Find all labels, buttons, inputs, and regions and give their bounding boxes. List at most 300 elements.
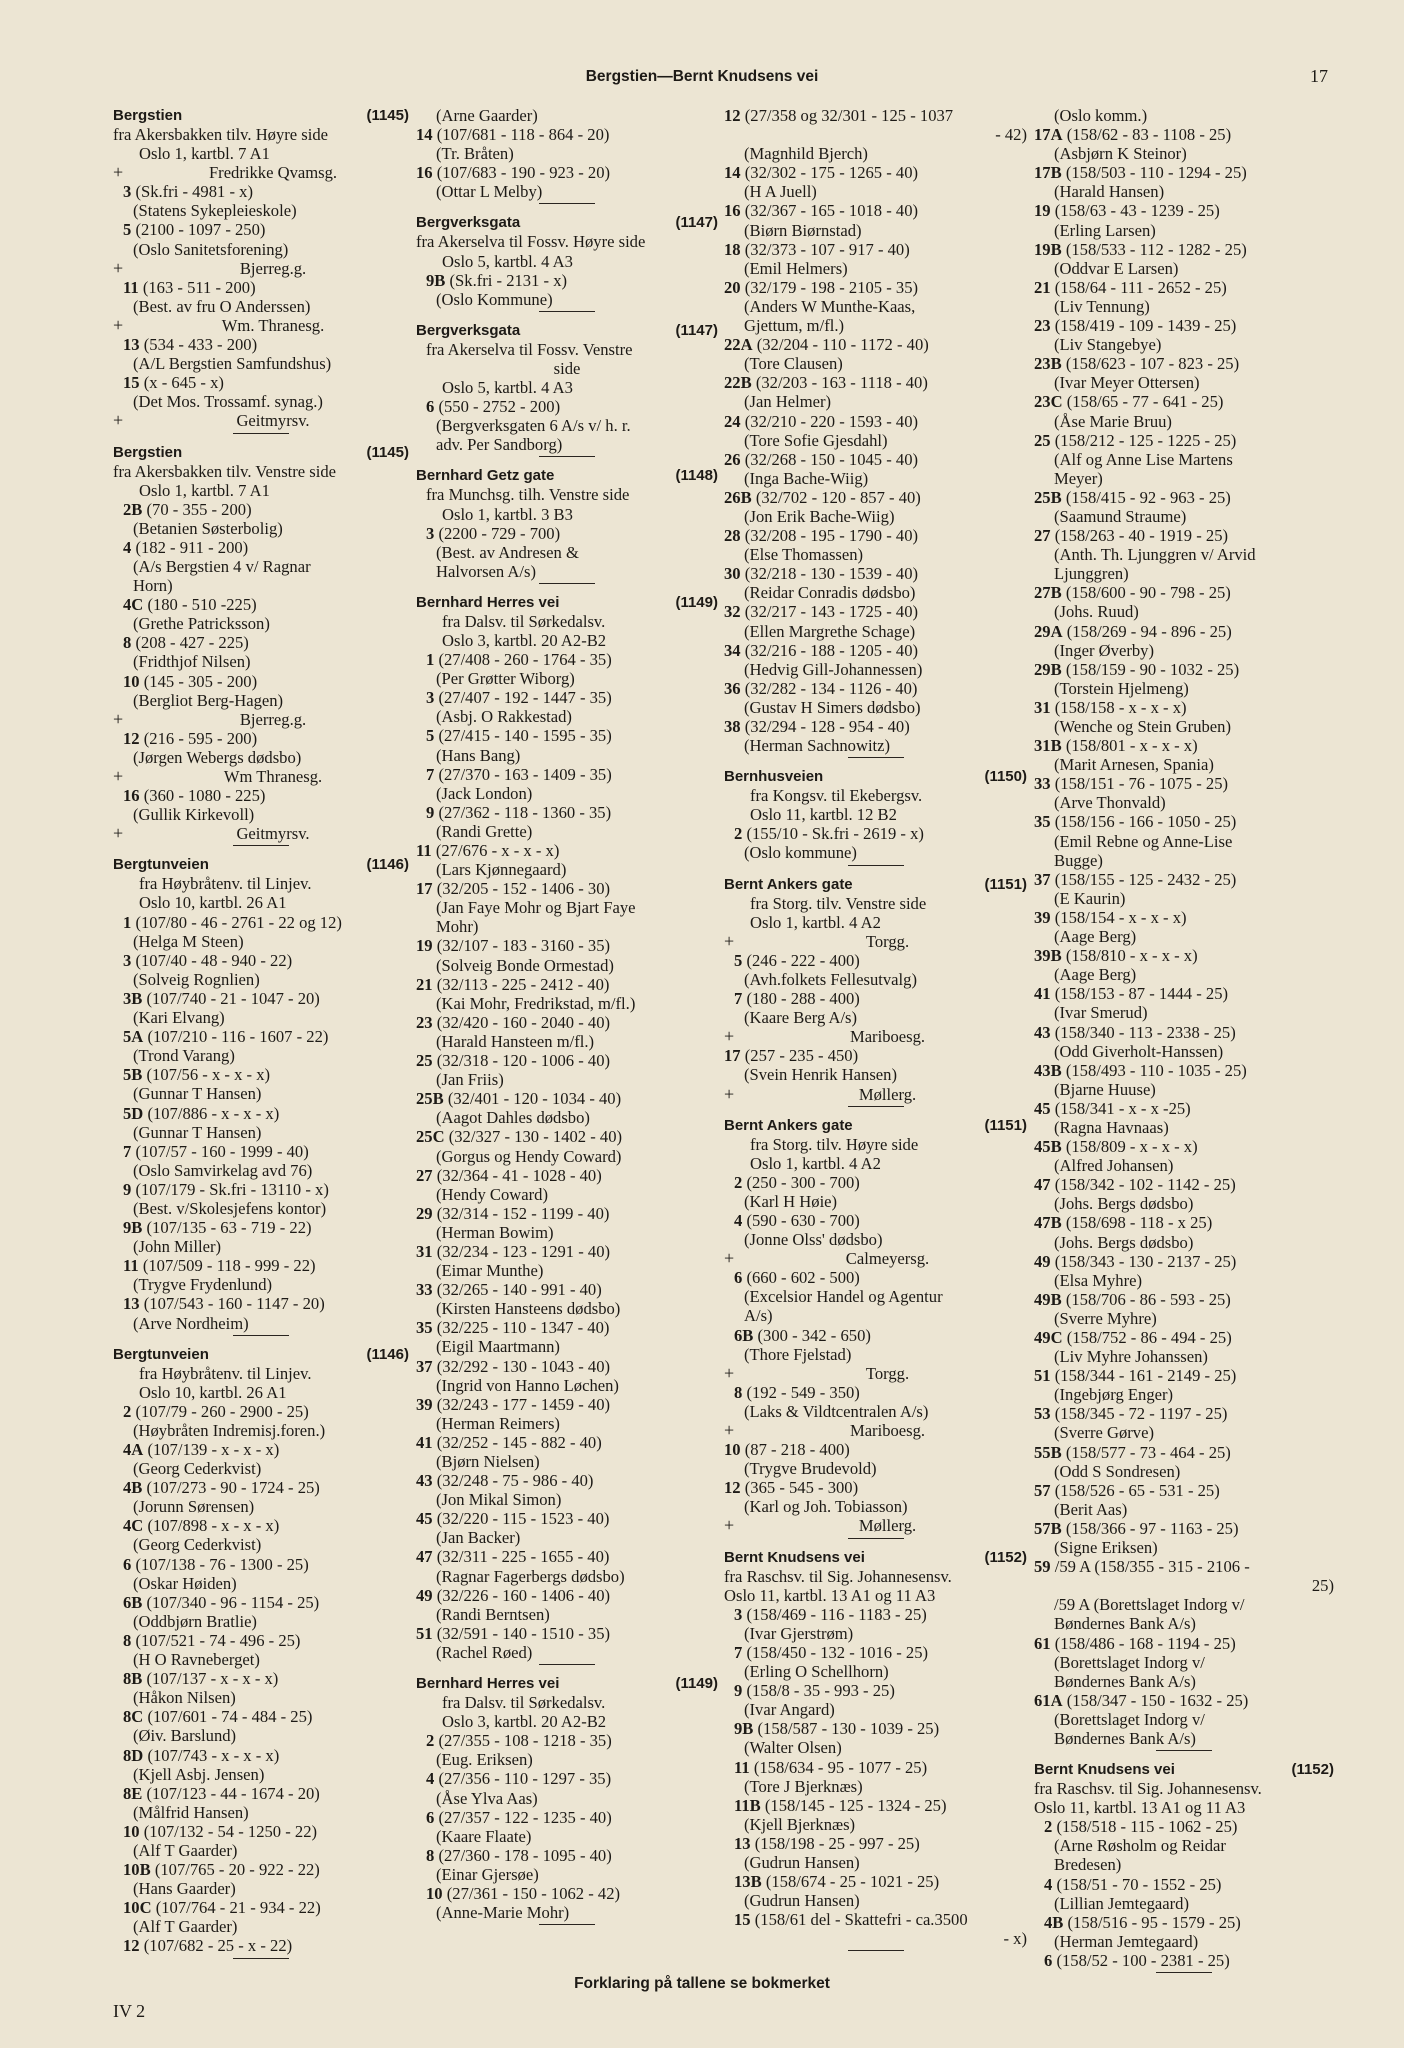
address-entry — [416, 1395, 718, 1414]
entry-values: (107/340 - 96 - 1154 - 25) — [146, 1592, 320, 1612]
entry-text — [1034, 1779, 1334, 1798]
entry-values: (216 - 595 - 200) — [143, 728, 258, 748]
entry-text — [1034, 1836, 1334, 1855]
section-divider — [539, 583, 595, 584]
entry-text — [724, 469, 1027, 488]
intersection-plus-icon: + — [724, 1248, 735, 1269]
house-number: 43B — [1034, 1060, 1062, 1080]
entry-text — [113, 1612, 409, 1631]
entry-text — [113, 297, 409, 316]
section-divider — [539, 311, 595, 312]
entry-text — [113, 576, 409, 595]
street-heading — [416, 1674, 718, 1693]
entry-text — [1034, 564, 1334, 583]
address-entry — [113, 1707, 409, 1726]
entry-text — [1034, 1003, 1334, 1022]
street-section — [416, 1674, 718, 1925]
entry-text — [724, 1497, 1027, 1516]
entry-text — [1034, 1500, 1334, 1519]
address-entry — [416, 1318, 718, 1337]
entry-text — [113, 1841, 409, 1860]
entry-text — [113, 519, 409, 538]
house-number: 16 — [724, 201, 741, 221]
address-entry — [1034, 1951, 1334, 1970]
entry-values: (158/63 - 43 - 1239 - 25) — [1054, 201, 1220, 221]
entry-text — [416, 290, 718, 309]
entry-text — [416, 435, 718, 454]
entry-text — [416, 612, 718, 631]
address-entry — [1034, 1290, 1334, 1309]
owner-text: fra Kongsv. til Ekebergsv. — [750, 786, 923, 806]
address-entry — [1034, 1691, 1334, 1710]
entry-values: (158/493 - 110 - 1035 - 25) — [1065, 1060, 1247, 1080]
entry-text — [113, 1161, 409, 1180]
entry-text — [1034, 469, 1334, 488]
entry-text — [416, 1070, 718, 1089]
owner-text: adv. Per Sandborg) — [436, 435, 563, 455]
entry-values: (158/64 - 111 - 2652 - 25) — [1054, 277, 1227, 297]
cross-street-name: Torgg. — [865, 1363, 910, 1383]
entry-text — [724, 1154, 1027, 1173]
owner-text: (Elsa Myhre) — [1054, 1270, 1143, 1290]
entry-text — [416, 1865, 718, 1884]
entry-values: (107/56 - x - x - x) — [146, 1065, 271, 1085]
owner-text: - 42) — [995, 125, 1027, 145]
address-entry — [724, 602, 1027, 621]
address-entry — [1034, 1023, 1334, 1042]
entry-text — [1034, 793, 1334, 812]
owner-text: - x) — [1003, 1929, 1027, 1949]
house-number: 5 — [734, 950, 743, 970]
house-number: 10 — [123, 671, 140, 691]
entry-values: (158/159 - 90 - 1032 - 25) — [1065, 659, 1240, 679]
house-number: 6 — [123, 1554, 132, 1574]
owner-text: (Helga M Steen) — [133, 931, 244, 951]
entry-values: (107/137 - x - x - x) — [146, 1669, 279, 1689]
entry-text — [724, 843, 1027, 862]
entry-text — [1034, 1932, 1334, 1951]
entry-text — [113, 462, 409, 481]
entry-text — [416, 1223, 718, 1242]
address-entry — [1034, 1443, 1334, 1462]
address-entry — [113, 729, 409, 748]
address-entry — [724, 412, 1027, 431]
address-entry — [113, 1784, 409, 1803]
house-number: 53 — [1034, 1404, 1051, 1424]
entry-values: (300 - 342 - 650) — [757, 1325, 871, 1345]
entry-values: (158/145 - 125 - 1324 - 25) — [764, 1795, 947, 1815]
address-entry — [416, 936, 718, 955]
address-entry — [113, 1669, 409, 1688]
entry-text — [416, 252, 718, 271]
owner-text: (Eug. Eriksen) — [436, 1750, 533, 1770]
entry-values: (32/265 - 140 - 991 - 40) — [436, 1280, 602, 1300]
entry-text — [416, 144, 718, 163]
entry-values: (27/676 - x - x - x) — [435, 841, 560, 860]
address-entry — [416, 1769, 718, 1788]
street-name: Bergtunveien — [113, 856, 209, 874]
entry-text — [1034, 507, 1334, 526]
address-entry — [1034, 1519, 1334, 1538]
house-number: 41 — [1034, 984, 1051, 1004]
street-section — [113, 443, 409, 847]
address-entry — [416, 726, 718, 745]
entry-text — [1034, 1894, 1334, 1913]
entry-text — [416, 917, 718, 936]
entry-text — [416, 746, 718, 765]
entry-text — [416, 485, 718, 504]
entry-values: (534 - 433 - 200) — [143, 335, 258, 355]
owner-text: (Øiv. Barslund) — [133, 1726, 237, 1746]
entry-text — [724, 1306, 1027, 1325]
owner-text: (Arve Nordheim) — [133, 1313, 249, 1333]
entry-values: (32/204 - 110 - 1172 - 40) — [756, 335, 929, 355]
address-entry — [416, 1808, 718, 1827]
entry-text — [724, 1586, 1027, 1605]
intersection-plus-icon: + — [724, 1420, 735, 1440]
address-entry — [1034, 946, 1334, 965]
entry-text — [113, 1046, 409, 1065]
cross-street-name: Bjerreg.g. — [239, 258, 307, 278]
house-number: 49 — [416, 1585, 433, 1605]
entry-text — [1034, 1672, 1334, 1691]
address-entry — [1034, 660, 1334, 679]
address-entry — [1034, 354, 1334, 373]
entry-text — [416, 1032, 718, 1051]
address-entry — [113, 672, 409, 691]
entry-values: (107/80 - 46 - 2761 - 22 og 12) — [135, 912, 342, 932]
owner-text: (Rachel Røed) — [436, 1642, 533, 1662]
house-number: 37 — [1034, 869, 1051, 889]
street-heading — [724, 1116, 1027, 1135]
owner-text: /59 A (Borettslaget Indorg v/ — [1054, 1595, 1245, 1615]
house-number: 3 — [123, 950, 132, 970]
house-number: 3 — [123, 182, 132, 202]
owner-text: (Karl og Joh. Tobiasson) — [744, 1497, 908, 1517]
entry-values: (32/294 - 128 - 954 - 40) — [744, 717, 910, 736]
owner-text: (Arve Thonvald) — [1054, 793, 1166, 813]
entry-values: (32/591 - 140 - 1510 - 35) — [436, 1623, 611, 1643]
entry-values: (32/243 - 177 - 1459 - 40) — [436, 1394, 611, 1414]
entry-values: (158/62 - 83 - 1108 - 25) — [1066, 125, 1232, 145]
entry-values: (180 - 510 -225) — [147, 595, 257, 615]
address-entry — [1034, 622, 1334, 641]
owner-text: (Bergverksgaten 6 A/s v/ h. r. — [436, 416, 631, 436]
intersection-plus-icon: + — [724, 1026, 735, 1047]
owner-text: (Bjarne Huuse) — [1054, 1079, 1156, 1099]
owner-text: (Jan Backer) — [436, 1528, 521, 1548]
house-number: 27 — [416, 1165, 433, 1185]
house-number: 17 — [724, 1046, 741, 1066]
house-number: 31 — [416, 1241, 433, 1261]
owner-text: (Jan Helmer) — [744, 392, 832, 412]
street-section — [724, 106, 1027, 758]
owner-text: (Oskar Høiden) — [133, 1573, 237, 1593]
address-entry — [416, 1471, 718, 1490]
entry-values: (550 - 2752 - 200) — [438, 397, 561, 417]
street-name: Bernhard Herres vei — [416, 1675, 560, 1693]
section-divider — [233, 845, 289, 846]
house-number: 47B — [1034, 1213, 1062, 1233]
address-entry — [113, 220, 409, 239]
street-heading — [416, 466, 718, 485]
owner-text: (Kaare Flaate) — [436, 1826, 532, 1846]
entry-text — [724, 1853, 1027, 1872]
house-number: 2 — [734, 1172, 743, 1192]
owner-text: (Wenche og Stein Gruben) — [1054, 717, 1231, 736]
address-entry — [113, 1180, 409, 1199]
cross-street — [113, 767, 409, 786]
house-number: 1 — [123, 912, 132, 932]
entry-text — [724, 786, 1027, 805]
owner-text: (Målfrid Hansen) — [133, 1802, 249, 1822]
address-entry — [1034, 316, 1334, 335]
house-number: 15 — [123, 373, 140, 393]
entry-text — [416, 106, 718, 125]
intersection-plus-icon: + — [113, 314, 124, 335]
cross-street — [724, 1085, 1027, 1104]
entry-values: (158/269 - 94 - 896 - 25) — [1066, 621, 1232, 641]
owner-text: (Betanien Søsterbolig) — [133, 518, 283, 538]
address-entry — [416, 1357, 718, 1376]
intersection-plus-icon: + — [724, 1083, 735, 1104]
owner-text: (Gunnar T Hansen) — [133, 1084, 262, 1104]
section-divider — [233, 1958, 289, 1959]
entry-text — [416, 707, 718, 726]
entry-values: (158/345 - 72 - 1197 - 25) — [1054, 1404, 1228, 1424]
owner-text: (Kari Elvang) — [133, 1008, 225, 1028]
street-section — [416, 106, 718, 204]
entry-text — [1034, 1080, 1334, 1099]
owner-text: (Excelsior Handel og Agentur — [744, 1287, 943, 1307]
address-entry — [113, 182, 409, 201]
address-entry — [113, 951, 409, 970]
house-number: 17B — [1034, 163, 1062, 183]
entry-text — [1034, 1271, 1334, 1290]
house-number: 25B — [416, 1089, 444, 1109]
address-entry — [416, 688, 718, 707]
house-number: 9 — [123, 1179, 132, 1199]
house-number: 3 — [426, 688, 435, 708]
house-number: 35 — [416, 1318, 433, 1338]
entry-values: (x - 645 - x) — [143, 373, 224, 393]
entry-text — [1034, 1462, 1334, 1481]
address-entry — [724, 240, 1027, 259]
house-number: 11 — [416, 841, 432, 860]
street-section — [1034, 106, 1334, 1751]
house-number: 10 — [426, 1883, 443, 1903]
house-number: 14 — [416, 125, 433, 145]
house-number: 9B — [123, 1218, 143, 1238]
column-4 — [1034, 106, 1334, 1986]
entry-text — [416, 1750, 718, 1769]
entry-values: (158/151 - 76 - 1075 - 25) — [1054, 774, 1229, 794]
entry-text — [724, 545, 1027, 564]
entry-values: (360 - 1080 - 225) — [143, 786, 266, 806]
owner-text: Ljunggren) — [1054, 564, 1129, 584]
entry-text — [1034, 1576, 1334, 1595]
owner-text: (Kaare Berg A/s) — [744, 1008, 858, 1028]
entry-values: (145 - 305 - 200) — [143, 671, 258, 691]
entry-text — [113, 1237, 409, 1256]
entry-values: (32/234 - 123 - 1291 - 40) — [436, 1241, 611, 1261]
house-number: 16 — [416, 163, 433, 183]
entry-text — [724, 297, 1027, 316]
owner-text: (Georg Cederkvist) — [133, 1535, 262, 1555]
owner-text: (Gunnar T Hansen) — [133, 1122, 262, 1142]
owner-text: (Odd Giverholt-Hanssen) — [1054, 1041, 1224, 1061]
cross-street — [724, 1249, 1027, 1268]
address-entry — [416, 765, 718, 784]
house-number: 34 — [724, 640, 741, 660]
entry-values: (158/518 - 115 - 1062 - 25) — [1056, 1817, 1238, 1837]
house-number: 5 — [426, 726, 435, 746]
address-entry — [113, 500, 409, 519]
entry-values: (246 - 222 - 400) — [746, 950, 860, 970]
owner-text: Oslo 3, kartbl. 20 A2-B2 — [442, 630, 607, 650]
entry-values: (107/179 - Sk.fri - 13110 - x) — [135, 1179, 329, 1199]
entry-text — [724, 1891, 1027, 1910]
house-number: 23B — [1034, 354, 1062, 374]
section-divider — [848, 1538, 904, 1539]
cross-street-name: Calmeyersg. — [845, 1249, 930, 1269]
house-number: 11 — [123, 277, 139, 297]
house-number: 8 — [734, 1382, 743, 1402]
address-entry — [113, 1294, 409, 1313]
house-number: 41 — [416, 1432, 433, 1452]
street-code: (1148) — [675, 467, 718, 485]
entry-values: (107/139 - x - x - x) — [147, 1440, 280, 1459]
entry-values: (158/155 - 125 - 2432 - 25) — [1054, 869, 1237, 889]
section-divider — [848, 757, 904, 758]
entry-values: (660 - 602 - 500) — [746, 1268, 860, 1288]
street-heading — [416, 213, 718, 232]
street-section — [724, 1548, 1027, 1952]
house-number: 2B — [123, 499, 143, 519]
entry-values: (107/740 - 21 - 1047 - 20) — [146, 988, 320, 1008]
entry-values: (107/681 - 118 - 864 - 20) — [436, 125, 610, 145]
entry-text — [724, 1567, 1027, 1586]
house-number: 49C — [1034, 1328, 1063, 1347]
address-entry — [113, 1256, 409, 1275]
house-number: 10 — [123, 1821, 140, 1841]
owner-text: (Kjell Asbj. Jensen) — [133, 1764, 265, 1784]
house-number: 8E — [123, 1783, 143, 1803]
entry-text — [113, 1688, 409, 1707]
address-entry — [416, 1242, 718, 1261]
entry-values: (158/801 - x - x - x) — [1065, 736, 1198, 756]
owner-text: (Oddvar E Larsen) — [1054, 258, 1179, 278]
address-entry — [113, 989, 409, 1008]
entry-values: (32/420 - 160 - 2040 - 40) — [436, 1012, 611, 1032]
address-entry — [416, 879, 718, 898]
column-3 — [724, 106, 1027, 1986]
house-number: 59 — [1034, 1557, 1051, 1577]
entry-values: (107/886 - x - x - x) — [147, 1103, 280, 1123]
house-number: 4 — [426, 1769, 435, 1789]
owner-text: (Arne Gaarder) — [436, 106, 538, 125]
owner-text: fra Raschsv. til Sig. Johannesensv. — [1034, 1779, 1262, 1799]
street-name: Bernhard Getz gate — [416, 467, 555, 485]
address-entry — [416, 1089, 718, 1108]
owner-text: (Ivar Gjerstrøm) — [744, 1623, 854, 1643]
entry-values: (27/362 - 118 - 1360 - 35) — [438, 802, 612, 822]
entry-text — [724, 182, 1027, 201]
house-number: 4C — [123, 1516, 144, 1536]
address-entry — [1034, 698, 1334, 717]
entry-text — [416, 898, 718, 917]
address-entry — [416, 397, 718, 416]
owner-text: (Tore Sofie Gjesdahl) — [744, 430, 888, 450]
house-number: 23 — [1034, 316, 1051, 336]
entry-values: (107/601 - 74 - 484 - 25) — [147, 1707, 313, 1727]
entry-text — [724, 1287, 1027, 1306]
entry-text — [113, 354, 409, 373]
entry-values: (70 - 355 - 200) — [146, 499, 252, 519]
owner-text: (Ingebjørg Enger) — [1054, 1385, 1174, 1405]
house-number: 19 — [416, 936, 433, 956]
house-number: 31 — [1034, 697, 1051, 717]
address-entry — [1034, 908, 1334, 927]
house-number: 49B — [1034, 1289, 1062, 1309]
entry-values: (158/810 - x - x - x) — [1065, 946, 1198, 966]
entry-values: (107/683 - 190 - 923 - 20) — [436, 163, 611, 183]
owner-text: (Walter Olsen) — [744, 1738, 842, 1758]
owner-text: Halvorsen A/s) — [436, 561, 537, 581]
entry-values: (107/40 - 48 - 940 - 22) — [135, 950, 293, 970]
owner-text: (Gorgus og Hendy Coward) — [436, 1146, 622, 1166]
entry-values: (158/341 - x - x -25) — [1054, 1098, 1191, 1118]
owner-text: (Randi Grette) — [436, 821, 533, 841]
entry-text — [113, 392, 409, 411]
owner-text: (Magnhild Bjerch) — [744, 144, 868, 164]
entry-values: (32/226 - 160 - 1406 - 40) — [436, 1585, 611, 1605]
street-heading — [1034, 1760, 1334, 1779]
address-entry — [724, 201, 1027, 220]
entry-text — [416, 860, 718, 879]
house-number: 47 — [416, 1547, 433, 1567]
house-number: 2 — [123, 1401, 132, 1421]
entry-text — [416, 543, 718, 562]
entry-text — [1034, 144, 1334, 163]
intersection-plus-icon: + — [113, 766, 124, 786]
entry-values: (158/51 - 70 - 1552 - 25) — [1056, 1874, 1222, 1894]
entry-text — [113, 1879, 409, 1898]
house-number: 8 — [123, 633, 132, 653]
entry-text — [724, 221, 1027, 240]
owner-text: (Oslo Kommune) — [436, 289, 553, 309]
entry-text — [113, 1383, 409, 1402]
owner-text: fra Dalsv. til Sørkedalsv. — [442, 1693, 606, 1713]
owner-text: (Oslo kommune) — [744, 843, 857, 863]
street-name: Bergtunveien — [113, 1345, 209, 1363]
house-number: 4B — [1044, 1912, 1064, 1932]
entry-text — [416, 1712, 718, 1731]
footer-page-marker: IV 2 — [113, 2001, 146, 2021]
entry-values: (27/361 - 150 - 1062 - 42) — [446, 1883, 621, 1903]
entry-values: (163 - 511 - 200) — [142, 277, 256, 297]
owner-text: (Oslo Samvirkelag avd 76) — [133, 1160, 313, 1180]
entry-values: (32/218 - 130 - 1539 - 40) — [744, 564, 919, 584]
entry-text — [1034, 1653, 1334, 1672]
house-number: 43 — [416, 1471, 433, 1491]
entry-text — [1034, 1118, 1334, 1137]
street-heading — [724, 1548, 1027, 1567]
entry-text — [416, 505, 718, 524]
address-entry — [724, 1046, 1027, 1065]
house-number: 38 — [724, 717, 741, 736]
entry-text — [113, 1650, 409, 1669]
